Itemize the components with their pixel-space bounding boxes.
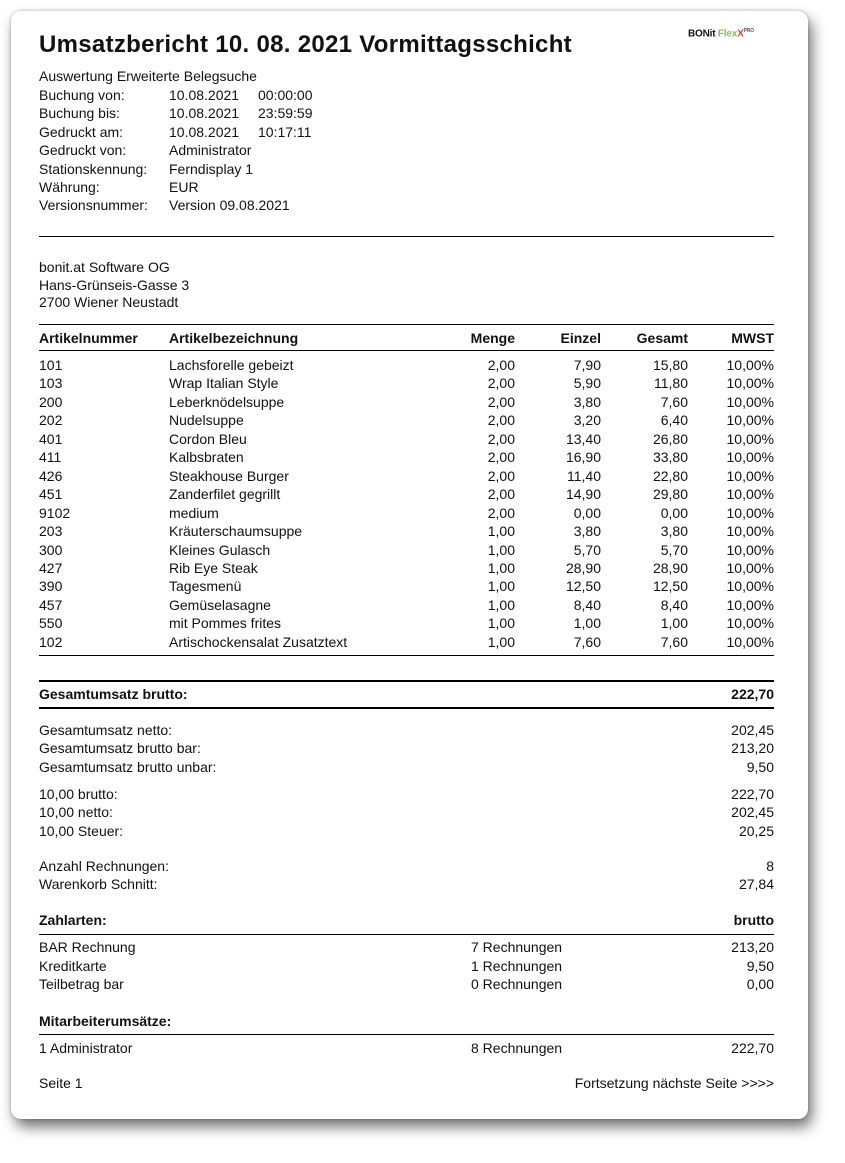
cell-menge: 2,00 — [487, 375, 515, 392]
payments-heading: Zahlarten: — [39, 912, 107, 928]
cell-artikelbezeichnung: Kalbsbraten — [169, 449, 244, 466]
cell-gesamt: 28,90 — [652, 559, 688, 576]
cell-einzel: 0,00 — [573, 504, 601, 521]
cell-einzel: 5,90 — [573, 375, 601, 392]
cell-artikelnummer: 103 — [39, 375, 63, 392]
cell-gesamt: 22,80 — [652, 467, 688, 484]
staff-row — [39, 1039, 774, 1057]
total-row — [39, 721, 774, 739]
table-row — [39, 541, 774, 559]
info-time: 10:17:11 — [258, 123, 312, 140]
cell-mwst: 10,00% — [726, 504, 774, 521]
cell-einzel: 3,20 — [573, 412, 601, 429]
cell-menge: 2,00 — [487, 449, 515, 466]
info-heading: Auswertung Erweiterte Belegsuche — [39, 68, 257, 84]
info-label: Gedruckt von: — [39, 142, 127, 159]
payments-heading-right: brutto — [733, 912, 774, 928]
cell-artikelbezeichnung: Nudelsuppe — [169, 412, 244, 429]
cell-gesamt: 12,50 — [652, 578, 688, 595]
cell-menge: 2,00 — [487, 486, 515, 503]
payment-count: 7 Rechnungen — [471, 939, 563, 955]
cell-artikelnummer: 202 — [39, 412, 63, 429]
cell-artikelbezeichnung: Lachsforelle gebeizt — [169, 357, 294, 373]
cell-gesamt: 15,80 — [652, 357, 688, 373]
table-row — [39, 596, 774, 614]
cell-einzel: 1,00 — [573, 615, 601, 632]
total-label: 10,00 brutto: — [39, 786, 118, 802]
staff-count: 8 Rechnungen — [471, 1040, 563, 1056]
payment-value: 0,00 — [746, 976, 774, 992]
divider — [39, 934, 774, 935]
cell-artikelbezeichnung: Kräuterschaumsuppe — [169, 523, 303, 540]
col-mwst: MWST — [731, 330, 774, 346]
payment-value: 9,50 — [746, 957, 774, 974]
payment-count: 0 Rechnungen — [471, 976, 563, 992]
gross-total-label: Gesamtumsatz brutto: — [39, 686, 188, 702]
cell-mwst: 10,00% — [726, 596, 774, 613]
payments-heading-row — [39, 911, 774, 929]
payment-label: Kreditkarte — [39, 957, 107, 974]
cell-artikelbezeichnung: Zanderfilet gegrillt — [169, 486, 281, 503]
divider — [39, 236, 774, 237]
company-line: 2700 Wiener Neustadt — [39, 294, 179, 311]
cell-mwst: 10,00% — [726, 430, 774, 447]
cell-artikelbezeichnung: Artischockensalat Zusatztext — [169, 633, 348, 650]
col-artikelnummer: Artikelnummer — [39, 330, 138, 346]
cell-artikelnummer: 426 — [39, 467, 63, 484]
table-row — [39, 411, 774, 429]
total-value: 9,50 — [746, 758, 774, 775]
total-value: 20,25 — [738, 822, 774, 839]
cell-mwst: 10,00% — [726, 559, 774, 576]
cell-artikelnummer: 203 — [39, 523, 63, 540]
cell-menge: 2,00 — [487, 430, 515, 447]
cell-artikelbezeichnung: Kleines Gulasch — [169, 541, 271, 558]
cell-menge: 1,00 — [487, 578, 515, 595]
cell-mwst: 10,00% — [726, 615, 774, 632]
logo-text-x: X — [737, 28, 744, 40]
total-value: 222,70 — [731, 786, 774, 802]
payment-count: 1 Rechnungen — [471, 957, 563, 974]
cell-gesamt: 11,80 — [654, 375, 688, 392]
total-value: 27,84 — [738, 876, 774, 893]
cell-artikelnummer: 200 — [39, 393, 63, 410]
total-label: Gesamtumsatz brutto unbar: — [39, 758, 217, 775]
col-einzel: Einzel — [560, 330, 601, 346]
cell-mwst: 10,00% — [726, 375, 774, 392]
cell-artikelnummer: 427 — [39, 559, 63, 576]
cell-artikelbezeichnung: Rib Eye Steak — [169, 559, 258, 576]
info-value: Version 09.08.2021 — [169, 197, 290, 214]
staff-value: 222,70 — [731, 1040, 774, 1056]
cell-gesamt: 7,60 — [660, 633, 688, 650]
cell-artikelbezeichnung: Wrap Italian Style — [169, 375, 279, 392]
total-label: Anzahl Rechnungen: — [39, 858, 169, 874]
info-value: 10.08.2021 — [169, 123, 240, 140]
total-label: Warenkorb Schnitt: — [39, 876, 158, 893]
total-label: Gesamtumsatz netto: — [39, 722, 173, 738]
table-header — [39, 329, 774, 347]
cell-artikelbezeichnung: Leberknödelsuppe — [169, 393, 285, 410]
cell-mwst: 10,00% — [726, 633, 774, 650]
cell-gesamt: 3,80 — [660, 523, 688, 540]
cell-menge: 1,00 — [487, 633, 515, 650]
cell-einzel: 14,90 — [565, 486, 601, 503]
col-menge: Menge — [470, 330, 515, 346]
cell-menge: 1,00 — [487, 541, 515, 558]
cell-artikelnummer: 550 — [39, 615, 63, 632]
info-time: 23:59:59 — [258, 105, 313, 122]
info-value: 10.08.2021 — [169, 87, 240, 103]
cell-artikelnummer: 102 — [39, 633, 63, 650]
payment-value: 213,20 — [731, 939, 774, 955]
info-label: Buchung von: — [39, 87, 125, 103]
cell-gesamt: 0,00 — [660, 504, 688, 521]
cell-mwst: 10,00% — [726, 412, 774, 429]
table-row — [39, 356, 774, 374]
cell-gesamt: 26,80 — [652, 430, 688, 447]
table-row — [39, 614, 774, 632]
total-label: Gesamtumsatz brutto bar: — [39, 740, 201, 757]
cell-artikelbezeichnung: Gemüselasagne — [169, 596, 271, 613]
total-row — [39, 857, 774, 875]
cell-einzel: 5,70 — [573, 541, 601, 558]
cell-gesamt: 29,80 — [652, 486, 688, 503]
info-label: Stationskennung: — [39, 160, 148, 177]
cell-einzel: 13,40 — [565, 430, 601, 447]
cell-artikelnummer: 401 — [39, 430, 63, 447]
cell-menge: 2,00 — [487, 357, 515, 373]
info-value: 10.08.2021 — [169, 105, 240, 122]
logo-text-bonit: BONit — [688, 28, 718, 40]
cell-gesamt: 5,70 — [660, 541, 688, 558]
cell-menge: 1,00 — [487, 523, 515, 540]
payment-label: BAR Rechnung — [39, 939, 136, 955]
gross-total-value: 222,70 — [731, 686, 774, 702]
table-row — [39, 522, 774, 540]
cell-mwst: 10,00% — [726, 541, 774, 558]
page-number: Seite 1 — [39, 1075, 83, 1091]
table-row — [39, 559, 774, 577]
table-row — [39, 504, 774, 522]
cell-artikelbezeichnung: Cordon Bleu — [169, 430, 247, 447]
cell-mwst: 10,00% — [726, 449, 774, 466]
payment-row — [39, 975, 774, 993]
company-line: bonit.at Software OG — [39, 259, 170, 275]
table-row — [39, 633, 774, 651]
cell-einzel: 16,90 — [565, 449, 601, 466]
total-row — [39, 875, 774, 893]
total-row — [39, 822, 774, 840]
total-value: 202,45 — [731, 722, 774, 738]
cell-einzel: 28,90 — [565, 559, 601, 576]
cell-mwst: 10,00% — [726, 578, 774, 595]
total-row — [39, 739, 774, 757]
total-label: 10,00 Steuer: — [39, 822, 124, 839]
cell-artikelnummer: 9102 — [39, 504, 71, 521]
divider — [39, 1034, 774, 1035]
cell-menge: 1,00 — [487, 615, 515, 632]
cell-gesamt: 8,40 — [660, 596, 688, 613]
cell-einzel: 11,40 — [567, 467, 601, 484]
cell-mwst: 10,00% — [726, 523, 774, 540]
gross-total-row — [39, 685, 774, 703]
staff-heading: Mitarbeiterumsätze: — [39, 1013, 172, 1029]
report-title: Umsatzbericht 10. 08. 2021 Vormittagsschicht — [39, 31, 572, 58]
cell-menge: 1,00 — [487, 559, 515, 576]
table-row — [39, 577, 774, 595]
cell-artikelnummer: 411 — [39, 449, 62, 466]
payment-label: Teilbetrag bar — [39, 976, 124, 992]
col-artikelbezeichnung: Artikelbezeichnung — [169, 330, 299, 346]
cell-einzel: 3,80 — [573, 523, 601, 540]
table-row — [39, 467, 774, 485]
cell-mwst: 10,00% — [726, 393, 774, 410]
cell-einzel: 3,80 — [573, 393, 601, 410]
cell-artikelbezeichnung: mit Pommes frites — [169, 615, 282, 632]
total-row — [39, 785, 774, 803]
cell-artikelnummer: 451 — [39, 486, 63, 503]
info-label: Währung: — [39, 179, 100, 195]
info-value: EUR — [169, 179, 199, 195]
divider — [39, 655, 774, 656]
cell-artikelnummer: 390 — [39, 578, 63, 595]
footer — [39, 1074, 774, 1092]
divider — [39, 324, 774, 325]
cell-menge: 1,00 — [487, 596, 515, 613]
cell-menge: 2,00 — [487, 393, 515, 410]
table-row — [39, 430, 774, 448]
cell-gesamt: 33,80 — [652, 449, 688, 466]
cell-artikelnummer: 457 — [39, 596, 63, 613]
divider-thick — [39, 707, 774, 709]
table-row — [39, 393, 774, 411]
cell-einzel: 7,90 — [573, 357, 601, 373]
continuation-note: Fortsetzung nächste Seite >>>> — [574, 1075, 774, 1091]
total-value: 8 — [766, 858, 774, 874]
cell-mwst: 10,00% — [726, 467, 774, 484]
divider-thick — [39, 680, 774, 682]
cell-artikelnummer: 101 — [39, 357, 63, 373]
cell-artikelnummer: 300 — [39, 541, 63, 558]
cell-menge: 2,00 — [487, 504, 515, 521]
total-value: 202,45 — [731, 804, 774, 821]
logo-text-flex: Flex — [717, 28, 738, 40]
divider — [39, 350, 774, 351]
company-line: Hans-Grünseis-Gasse 3 — [39, 276, 190, 293]
cell-mwst: 10,00% — [726, 357, 774, 373]
info-label: Versionsnummer: — [39, 197, 148, 214]
table-row — [39, 485, 774, 503]
logo-text-pro: PRO — [743, 28, 754, 34]
cell-gesamt: 6,40 — [660, 412, 688, 429]
table-row — [39, 448, 774, 466]
info-value: Administrator — [169, 142, 252, 159]
total-row — [39, 758, 774, 776]
cell-menge: 2,00 — [487, 467, 515, 484]
bonit-logo — [688, 28, 754, 39]
cell-artikelbezeichnung: Steakhouse Burger — [169, 467, 289, 484]
cell-einzel: 12,50 — [565, 578, 601, 595]
info-value: Ferndisplay 1 — [169, 160, 254, 177]
cell-artikelbezeichnung: Tagesmenü — [169, 578, 242, 595]
total-value: 213,20 — [731, 740, 774, 757]
staff-label: 1 Administrator — [39, 1040, 133, 1056]
info-label: Gedruckt am: — [39, 123, 124, 140]
cell-gesamt: 1,00 — [660, 615, 688, 632]
cell-menge: 2,00 — [487, 412, 515, 429]
info-time: 00:00:00 — [258, 87, 313, 103]
cell-artikelbezeichnung: medium — [169, 504, 219, 521]
total-row — [39, 803, 774, 821]
cell-einzel: 8,40 — [573, 596, 601, 613]
total-label: 10,00 netto: — [39, 804, 113, 821]
info-label: Buchung bis: — [39, 105, 120, 122]
cell-einzel: 7,60 — [573, 633, 601, 650]
table-row — [39, 374, 774, 392]
staff-heading-row — [39, 1012, 774, 1030]
payment-row — [39, 957, 774, 975]
col-gesamt: Gesamt — [636, 330, 688, 346]
payment-row — [39, 938, 774, 956]
cell-gesamt: 7,60 — [660, 393, 688, 410]
cell-mwst: 10,00% — [726, 486, 774, 503]
